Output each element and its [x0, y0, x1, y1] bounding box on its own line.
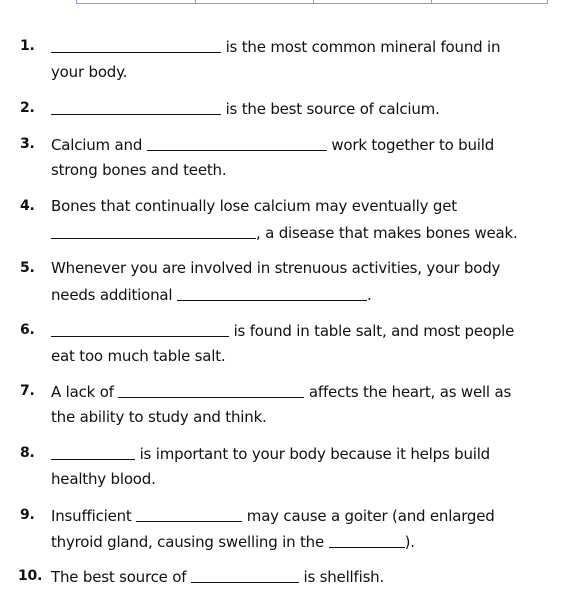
question-line: your body. [51, 63, 128, 81]
question-line: strong bones and teeth. [51, 161, 227, 179]
question-number: 3. [20, 136, 35, 152]
question-number: 2. [20, 100, 35, 116]
question-line: is the best source of calcium. [51, 95, 440, 122]
answer-blank[interactable] [147, 132, 327, 151]
question-line: A lack of affects the heart, as well as [51, 378, 511, 405]
question-line: thyroid gland, causing swelling in the ). [51, 528, 415, 555]
question-line: Whenever you are involved in strenuous activities, your body [51, 259, 501, 277]
answer-blank[interactable] [191, 564, 299, 583]
top-table-edge [76, 0, 548, 4]
question-number: 5. [20, 260, 35, 276]
question-line: is the most common mineral found in [51, 33, 500, 60]
question-line: is found in table salt, and most people [51, 317, 514, 344]
answer-blank[interactable] [51, 220, 256, 239]
question-line: Bones that continually lose calcium may eventually get [51, 197, 457, 215]
question-line: The best source of is shellfish. [51, 563, 384, 590]
question-line: the ability to study and think. [51, 408, 267, 426]
answer-blank[interactable] [51, 318, 229, 337]
answer-blank[interactable] [51, 441, 135, 460]
question-line: needs additional . [51, 281, 372, 308]
answer-blank[interactable] [329, 529, 405, 548]
question-number: 7. [20, 383, 35, 399]
answer-blank[interactable] [51, 34, 221, 53]
question-line: Calcium and work together to build [51, 131, 494, 158]
question-number: 10. [18, 568, 43, 584]
question-number: 4. [20, 198, 35, 214]
question-line: eat too much table salt. [51, 347, 226, 365]
answer-blank[interactable] [136, 503, 242, 522]
answer-blank[interactable] [177, 282, 367, 301]
question-number: 1. [20, 38, 35, 54]
answer-blank[interactable] [51, 96, 221, 115]
question-number: 8. [20, 445, 35, 461]
question-number: 9. [20, 507, 35, 523]
question-line: Insufficient may cause a goiter (and enlarged [51, 502, 495, 529]
question-line: healthy blood. [51, 470, 156, 488]
question-line: is important to your body because it helps build [51, 440, 490, 467]
question-number: 6. [20, 322, 35, 338]
question-line: , a disease that makes bones weak. [51, 219, 518, 246]
answer-blank[interactable] [118, 379, 304, 398]
